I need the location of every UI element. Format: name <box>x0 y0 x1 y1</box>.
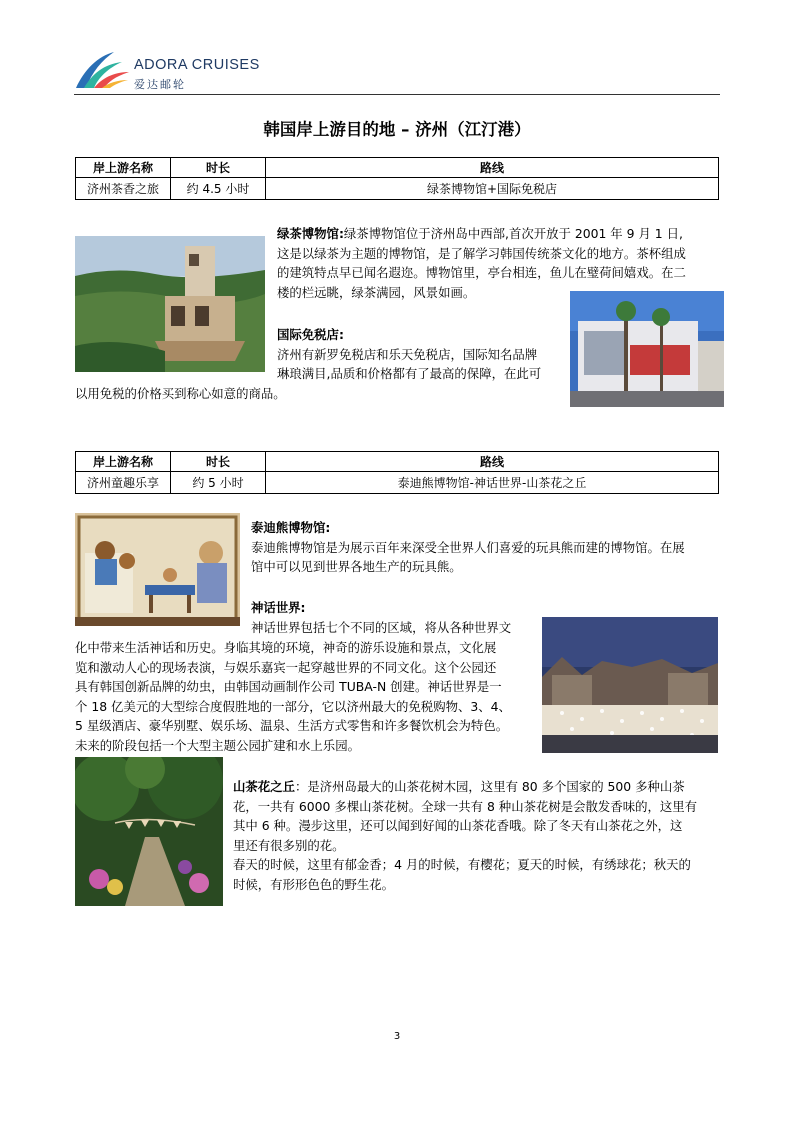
paragraph-line: 具有韩国创新品牌的幼虫，由韩国动画制作公司 TUBA-N 创建。神话世界是一 <box>75 679 502 695</box>
header-divider <box>74 94 720 95</box>
header-route: 路线 <box>266 158 719 178</box>
paragraph-line: 济州有新罗免税店和乐天免税店，国际知名品牌 <box>277 346 538 362</box>
header-name: 岸上游名称 <box>76 158 171 178</box>
paragraph-line: 个 18 亿美元的大型综合度假胜地的一部分，它以济州最大的免税购物、3、4、 <box>75 698 511 714</box>
brand-name-en: ADORA CRUISES <box>134 57 260 73</box>
tour-duration: 约 4.5 小时 <box>171 178 266 200</box>
paragraph-line: 里还有很多别的花。 <box>233 837 345 853</box>
section-heading: 国际免税店: <box>277 327 344 342</box>
paragraph-line: 5 星级酒店、豪华别墅、娱乐场、温泉、生活方式零售和许多餐饮机会为特色。 <box>75 718 509 734</box>
adora-logo-icon <box>74 48 130 92</box>
page-number: 3 <box>393 1031 401 1042</box>
header-name: 岸上游名称 <box>76 452 171 472</box>
duty-free-shop-photo <box>570 291 724 407</box>
paragraph-line: 花，一共有 6000 多棵山茶花树。全球一共有 8 种山茶花树是会散发香味的，这里有 <box>233 798 698 814</box>
paragraph-line: 未来的阶段包括一个大型主题公园扩建和水上乐园。 <box>75 737 360 753</box>
paragraph-line: 化中带来生活神话和历史。身临其境的环境，神奇的游乐设施和景点，文化展 <box>75 640 497 655</box>
tour-duration: 约 5 小时 <box>171 472 266 494</box>
camellia-hill-photo <box>75 757 223 906</box>
page-title: 韩国岸上游目的地 – 济州（江汀港） <box>263 120 531 139</box>
paragraph-line: 琳琅满目,品质和价格都有了最高的保障，在此可 <box>277 366 542 382</box>
paragraph-line: ：是济州岛最大的山茶花树木园，这里有 80 多个国家的 500 多种山茶 <box>294 779 685 794</box>
paragraph-line: 楼的栏远眺，绿茶满园，风景如画。 <box>277 284 476 300</box>
green-tea-museum-photo <box>75 236 265 372</box>
section-heading: 神话世界: <box>251 600 306 615</box>
green-tea-museum-text <box>277 224 719 302</box>
duty-free-last-line <box>75 384 565 404</box>
paragraph-line: 馆中可以见到世界各地生产的玩具熊。 <box>251 559 462 575</box>
shinhwa-world-text <box>75 638 541 756</box>
paragraph-line: 泰迪熊博物馆是为展示百年来深受全世界人们喜爱的玩具熊而建的博物馆。在展 <box>251 539 685 555</box>
paragraph-line: 绿茶博物馆位于济州岛中西部,首次开放于 2001 年 9 月 1 日, <box>343 226 683 241</box>
paragraph-line: 春天的时候，这里有郁金香；4 月的时候，有樱花；夏天的时候，有绣球花；秋天的 <box>233 857 691 873</box>
brand-name-cn: 爱达邮轮 <box>134 78 186 91</box>
tour-name: 济州童趣乐享 <box>76 472 171 494</box>
section-heading: 绿茶博物馆: <box>277 226 344 241</box>
paragraph-line: 的建筑特点早已闻名遐迩。博物馆里，亭台相连，鱼儿在璧荷间嬉戏。在二 <box>277 265 686 281</box>
header-duration: 时长 <box>171 452 266 472</box>
tour-table-1 <box>75 157 719 200</box>
section-heading: 泰迪熊博物馆: <box>251 520 331 535</box>
teddy-bear-museum-text <box>251 518 719 577</box>
paragraph-line: 神话世界包括七个不同的区域，将从各种世界文 <box>251 619 512 635</box>
header-route: 路线 <box>266 452 719 472</box>
tour-route: 泰迪熊博物馆-神话世界-山茶花之丘 <box>266 472 719 494</box>
paragraph-line: 时候，有形形色色的野生花。 <box>233 876 395 892</box>
paragraph-line: 以用免税的价格买到称心如意的商品。 <box>75 386 286 401</box>
paragraph-line: 这是以绿茶为主题的博物馆，是了解学习韩国传统茶文化的地方。茶杯组成 <box>277 245 686 261</box>
tour-route: 绿茶博物馆+国际免税店 <box>266 178 719 200</box>
jeju-shinhwa-world-photo <box>542 617 718 753</box>
section-heading: 山茶花之丘 <box>233 779 295 794</box>
header-duration: 时长 <box>171 158 266 178</box>
camellia-hill-text <box>233 777 719 895</box>
duty-free-heading-block <box>277 325 567 384</box>
paragraph-line: 其中 6 种。漫步这里，还可以闻到好闻的山茶花香哦。除了冬天有山茶花之外，这 <box>233 818 683 834</box>
tour-table-2 <box>75 451 719 494</box>
tour-name: 济州茶香之旅 <box>76 178 171 200</box>
teddy-bear-museum-photo <box>75 513 240 626</box>
shinhwa-world-heading-block <box>251 598 541 637</box>
paragraph-line: 览和激动人心的现场表演，与娱乐嘉宾一起穿越世界的不同文化。这个公园还 <box>75 659 497 675</box>
